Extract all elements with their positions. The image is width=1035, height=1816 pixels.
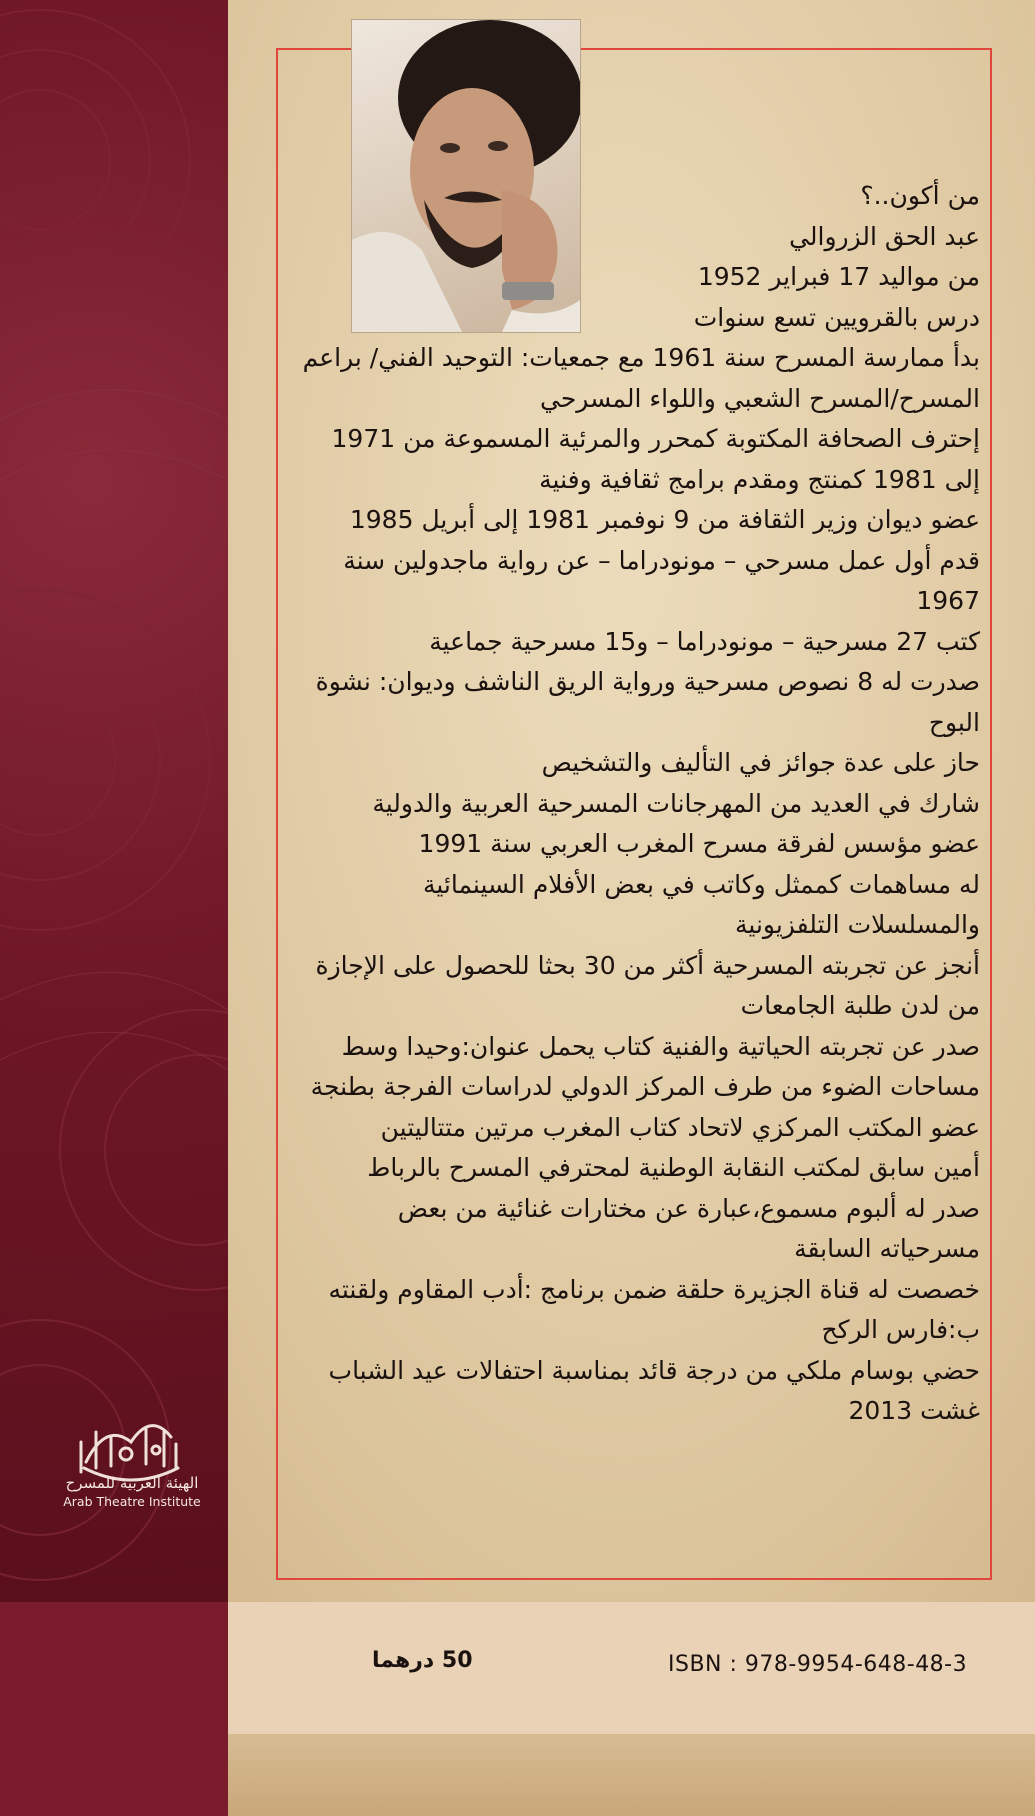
bio-line: بدأ ممارسة المسرح سنة 1961 مع جمعيات: التوحيد الفني/ براعم المسرح/المسرح الشعبي واللواء المسرحي [302, 343, 980, 413]
bio-line: صدرت له 8 نصوص مسرحية ورواية الريق الناشف وديوان: نشوة البوح [315, 667, 980, 737]
bio-line: أمين سابق لمكتب النقابة الوطنية لمحترفي المسرح بالرباط [367, 1153, 980, 1182]
isbn-label: ISBN : 978-9954-648-48-3 [668, 1652, 968, 1677]
bio-line: شارك في العديد من المهرجانات المسرحية العربية والدولية [372, 788, 980, 818]
bio-line: كتب 27 مسرحية – مونودراما – و15 مسرحية جماعية [429, 626, 980, 656]
bio-line: خصصت له قناة الجزيرة حلقة ضمن برنامج :أدب المقاوم ولقنته ب:فارس الركح [328, 1274, 980, 1344]
ornament-pattern [0, 0, 228, 1602]
bio-line: عضو ديوان وزير الثقافة من 9 نوفمبر 1981 إلى أبريل 1985 [349, 505, 980, 534]
bio-line: عضو المكتب المركزي لاتحاد كتاب المغرب مرتين متتاليتين [380, 1112, 980, 1142]
bio-line: من مواليد 17 فبراير 1952 [697, 262, 980, 291]
bio-line: صدر له ألبوم مسموع،عبارة عن مختارات غنائية من بعض مسرحياته السابقة [397, 1193, 980, 1263]
bio-line: من أكون..؟ [860, 181, 980, 210]
publisher-name-en: Arab Theatre Institute [63, 1494, 201, 1509]
bio-line: صدر عن تجربته الحياتية والفنية كتاب يحمل عنوان:وحيدا وسط مساحات الضوء من طرف المركز الدولي لدراسات الفرجة بطنجة [310, 1031, 980, 1101]
bio-line: درس بالقرويين تسع سنوات [693, 302, 980, 332]
bio-line: إحترف الصحافة المكتوبة كمحرر والمرئية المسموعة من 1971 إلى 1981 كمنتج ومقدم برامج ثقافية وفنية [331, 424, 980, 494]
bio-line: له مساهمات كممثل وكاتب في بعض الأفلام السينمائية والمسلسلات التلفزيونية [422, 869, 980, 939]
publisher-name-ar: الهيئة العربية للمسرح [65, 1474, 199, 1492]
bottom-strip [228, 1734, 1035, 1816]
bio-line: حاز على عدة جوائز في التأليف والتشخيص [541, 748, 980, 777]
bio-line: عضو مؤسس لفرقة مسرح المغرب العربي سنة 1991 [418, 829, 980, 858]
spine-bottom [0, 1602, 228, 1816]
bio-line: حضي بوسام ملكي من درجة قائد بمناسبة احتفالات عيد الشباب غشت 2013 [328, 1355, 980, 1425]
maroon-spine-panel [0, 0, 228, 1602]
bio-line: قدم أول عمل مسرحي – مونودراما – عن رواية ماجدولين سنة 1967 [343, 545, 980, 615]
author-biography [290, 176, 980, 1432]
bio-line: أنجز عن تجربته المسرحية أكثر من 30 بحثا للحصول على الإجازة من لدن طلبة الجامعات [315, 950, 980, 1020]
bio-line: عبد الحق الزروالي [789, 221, 980, 251]
price-label: 50 درهما [372, 1648, 473, 1673]
